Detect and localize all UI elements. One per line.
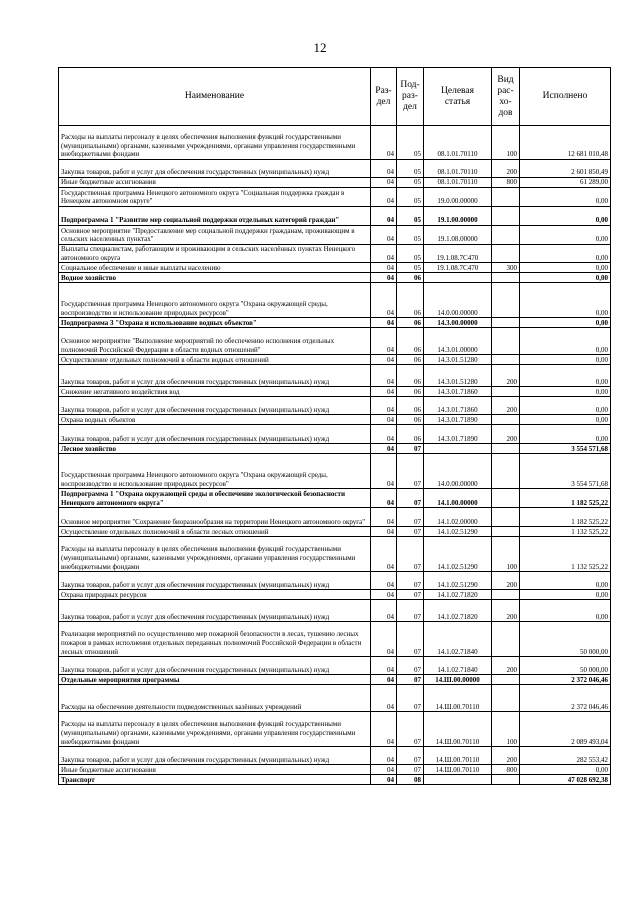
row-done-cell: 0,00 (520, 226, 611, 245)
row-subsection-cell: 07 (397, 508, 424, 527)
row-name-cell: Государственная программа Ненецкого автономного округа "Охрана окружающей среды, воспроизводство и использование природных ресурсов" (59, 283, 371, 318)
row-name-cell: Государственная программа Ненецкого автономного округа "Охрана окружающей среды, воспроизводство и использование природных ресурсов" (59, 454, 371, 489)
table-row (59, 355, 611, 365)
table-row (59, 415, 611, 425)
row-article-cell: 19.1.08.7С470 (424, 263, 492, 273)
row-section-cell: 04 (371, 328, 397, 355)
row-done-cell: 61 289,00 (520, 178, 611, 188)
table-row (59, 318, 611, 328)
row-name-cell: Водное хозяйство (59, 273, 371, 283)
row-subsection-cell: 07 (397, 454, 424, 489)
row-done-cell: 0,00 (520, 207, 611, 226)
header-done: Исполнено (520, 68, 611, 126)
row-name-cell: Реализация мероприятий по осуществлению мер пожарной безопасности в лесах, тушению лесных пожаров в рамках исполнения отдельных переданных полномочий Российской Федерации в области лесных отношений (59, 622, 371, 657)
row-done-cell: 0,00 (520, 273, 611, 283)
table-header-row (59, 68, 611, 126)
row-subsection-cell: 07 (397, 685, 424, 712)
row-section-cell: 04 (371, 712, 397, 747)
row-done-cell: 1 132 525,22 (520, 527, 611, 537)
row-kind-cell: 300 (492, 263, 520, 273)
row-name-cell: Подпрограмма 3 "Охрана и использование водных объектов" (59, 318, 371, 328)
row-kind-cell (492, 622, 520, 657)
row-subsection-cell: 06 (397, 273, 424, 283)
table-row (59, 188, 611, 207)
row-article-cell: 14.0.00.00000 (424, 454, 492, 489)
row-name-cell: Охрана природных ресурсов (59, 590, 371, 600)
row-article-cell: 14.3.00.00000 (424, 318, 492, 328)
row-article-cell: 19.0.00.00000 (424, 188, 492, 207)
row-subsection-cell: 05 (397, 207, 424, 226)
row-section-cell: 04 (371, 454, 397, 489)
row-done-cell: 2 372 046,46 (520, 685, 611, 712)
row-done-cell: 0,00 (520, 355, 611, 365)
table-row (59, 365, 611, 387)
row-section-cell: 04 (371, 226, 397, 245)
row-article-cell: 08.1.01.70110 (424, 160, 492, 178)
row-subsection-cell: 06 (397, 425, 424, 444)
row-done-cell: 0,00 (520, 590, 611, 600)
table-row (59, 263, 611, 273)
row-subsection-cell: 05 (397, 126, 424, 160)
row-kind-cell: 200 (492, 600, 520, 622)
row-article-cell: 19.1.08.00000 (424, 226, 492, 245)
row-subsection-cell: 06 (397, 387, 424, 397)
row-done-cell: 50 000,00 (520, 657, 611, 675)
row-section-cell: 04 (371, 622, 397, 657)
row-article-cell: 14.1.02.51290 (424, 572, 492, 590)
row-kind-cell: 200 (492, 365, 520, 387)
row-article-cell (424, 775, 492, 785)
row-subsection-cell: 06 (397, 397, 424, 415)
row-name-cell: Расходы на обеспечение деятельности подведомственных казённых учреждений (59, 685, 371, 712)
row-section-cell: 04 (371, 126, 397, 160)
row-section-cell: 04 (371, 537, 397, 572)
table-row (59, 712, 611, 747)
row-name-cell: Государственная программа Ненецкого автономного округа "Социальная поддержка граждан в Ненецком автономном округе" (59, 188, 371, 207)
row-article-cell: 14.1.00.00000 (424, 489, 492, 508)
row-subsection-cell: 07 (397, 444, 424, 454)
row-kind-cell (492, 188, 520, 207)
row-article-cell: 14.Ш.00.70110 (424, 712, 492, 747)
row-done-cell: 12 681 010,48 (520, 126, 611, 160)
row-article-cell (424, 444, 492, 454)
row-kind-cell (492, 527, 520, 537)
row-kind-cell (492, 328, 520, 355)
row-article-cell: 14.3.01.51280 (424, 365, 492, 387)
row-kind-cell (492, 273, 520, 283)
row-article-cell: 08.1.01.70110 (424, 178, 492, 188)
row-section-cell: 04 (371, 489, 397, 508)
row-name-cell: Подпрограмма 1 "Охрана окружающей среды и обеспечение экологической безопасности Ненецкого автономного округа" (59, 489, 371, 508)
table-row (59, 387, 611, 397)
row-article-cell: 14.3.01.71890 (424, 415, 492, 425)
row-article-cell: 14.3.01.00000 (424, 328, 492, 355)
row-subsection-cell: 07 (397, 489, 424, 508)
row-section-cell: 04 (371, 188, 397, 207)
row-kind-cell: 100 (492, 126, 520, 160)
row-section-cell: 04 (371, 160, 397, 178)
table-row (59, 572, 611, 590)
row-subsection-cell: 07 (397, 572, 424, 590)
row-kind-cell (492, 675, 520, 685)
row-article-cell: 14.Ш.00.00000 (424, 675, 492, 685)
row-subsection-cell: 06 (397, 355, 424, 365)
row-section-cell: 04 (371, 415, 397, 425)
row-article-cell: 08.1.01.70110 (424, 126, 492, 160)
table-row (59, 207, 611, 226)
header-section: Раз- дел (371, 68, 397, 126)
table-row (59, 775, 611, 785)
header-article: Целевая статья (424, 68, 492, 126)
row-name-cell: Основное мероприятие "Выполнение мероприятий по обеспечению исполнения отдельных полномочий Российской Федерации в области водных отношений" (59, 328, 371, 355)
row-done-cell: 0,00 (520, 425, 611, 444)
row-kind-cell: 100 (492, 537, 520, 572)
row-section-cell: 04 (371, 387, 397, 397)
row-subsection-cell: 08 (397, 775, 424, 785)
table-row (59, 397, 611, 415)
row-subsection-cell: 05 (397, 226, 424, 245)
row-kind-cell (492, 318, 520, 328)
row-done-cell: 1 182 525,22 (520, 489, 611, 508)
row-subsection-cell: 07 (397, 765, 424, 775)
row-subsection-cell: 07 (397, 622, 424, 657)
row-subsection-cell: 07 (397, 537, 424, 572)
row-article-cell: 19.1.08.7С470 (424, 245, 492, 263)
row-done-cell: 1 132 525,22 (520, 537, 611, 572)
row-subsection-cell: 06 (397, 328, 424, 355)
row-done-cell: 1 182 525,22 (520, 508, 611, 527)
table-row (59, 178, 611, 188)
row-name-cell: Социальное обеспечение и иные выплаты населению (59, 263, 371, 273)
row-subsection-cell: 06 (397, 283, 424, 318)
row-article-cell: 19.1.00.00000 (424, 207, 492, 226)
row-kind-cell (492, 590, 520, 600)
row-done-cell: 0,00 (520, 328, 611, 355)
row-name-cell: Основное мероприятие "Предоставление мер социальной поддержки гражданам, проживающим в сельских населенных пунктах" (59, 226, 371, 245)
table-row (59, 527, 611, 537)
row-article-cell: 14.1.02.71840 (424, 657, 492, 675)
table-row (59, 454, 611, 489)
row-name-cell: Закупка товаров, работ и услуг для обеспечения государственных (муниципальных) нужд (59, 747, 371, 765)
table-row (59, 489, 611, 508)
row-subsection-cell: 06 (397, 365, 424, 387)
header-kind: Вид рас- хо- дов (492, 68, 520, 126)
row-done-cell: 0,00 (520, 387, 611, 397)
table-row (59, 600, 611, 622)
table-row (59, 425, 611, 444)
row-article-cell: 14.3.01.51280 (424, 355, 492, 365)
table-row (59, 226, 611, 245)
row-done-cell: 0,00 (520, 318, 611, 328)
row-section-cell: 04 (371, 657, 397, 675)
table-row (59, 685, 611, 712)
row-done-cell: 2 089 493,04 (520, 712, 611, 747)
row-article-cell: 14.Ш.00.70110 (424, 685, 492, 712)
row-name-cell: Закупка товаров, работ и услуг для обеспечения государственных (муниципальных) нужд (59, 365, 371, 387)
row-section-cell: 04 (371, 263, 397, 273)
row-article-cell: 14.3.01.71860 (424, 397, 492, 415)
row-name-cell: Закупка товаров, работ и услуг для обеспечения государственных (муниципальных) нужд (59, 657, 371, 675)
row-name-cell: Закупка товаров, работ и услуг для обеспечения государственных (муниципальных) нужд (59, 572, 371, 590)
row-section-cell: 04 (371, 590, 397, 600)
row-kind-cell (492, 685, 520, 712)
row-done-cell: 0,00 (520, 572, 611, 590)
row-name-cell: Основное мероприятие "Сохранение биоразнообразия на территории Ненецкого автономного округа" (59, 508, 371, 527)
row-done-cell: 0,00 (520, 283, 611, 318)
row-kind-cell: 200 (492, 572, 520, 590)
table-row (59, 126, 611, 160)
table-row (59, 765, 611, 775)
row-subsection-cell: 07 (397, 675, 424, 685)
table-row (59, 444, 611, 454)
row-done-cell: 47 028 692,38 (520, 775, 611, 785)
row-name-cell: Расходы на выплаты персоналу в целях обеспечения выполнения функций государственными (муниципальными) органами, казенными учреждениями, органами управления государственными внебюджетными фондами (59, 537, 371, 572)
row-article-cell: 14.1.02.51290 (424, 527, 492, 537)
row-name-cell: Транспорт (59, 775, 371, 785)
row-section-cell: 04 (371, 675, 397, 685)
header-subsection: Под- раз- дел (397, 68, 424, 126)
row-name-cell: Иные бюджетные ассигнования (59, 178, 371, 188)
row-section-cell: 04 (371, 207, 397, 226)
row-name-cell: Лесное хозяйство (59, 444, 371, 454)
row-name-cell: Осуществление отдельных полномочий в области водных отношений (59, 355, 371, 365)
row-done-cell: 0,00 (520, 397, 611, 415)
row-subsection-cell: 06 (397, 318, 424, 328)
row-kind-cell: 100 (492, 712, 520, 747)
row-name-cell: Закупка товаров, работ и услуг для обеспечения государственных (муниципальных) нужд (59, 600, 371, 622)
table-row (59, 590, 611, 600)
header-name: Наименование (59, 68, 371, 126)
row-article-cell (424, 273, 492, 283)
row-section-cell: 04 (371, 273, 397, 283)
row-done-cell: 3 554 571,68 (520, 454, 611, 489)
table-row (59, 283, 611, 318)
row-done-cell: 0,00 (520, 365, 611, 387)
table-row (59, 747, 611, 765)
row-article-cell: 14.1.02.71820 (424, 600, 492, 622)
row-name-cell: Закупка товаров, работ и услуг для обеспечения государственных (муниципальных) нужд (59, 397, 371, 415)
budget-table (58, 67, 611, 785)
row-kind-cell (492, 415, 520, 425)
table-row (59, 508, 611, 527)
row-subsection-cell: 07 (397, 527, 424, 537)
row-kind-cell (492, 444, 520, 454)
row-article-cell: 14.0.00.00000 (424, 283, 492, 318)
row-name-cell: Снижение негативного воздействия вод (59, 387, 371, 397)
row-subsection-cell: 07 (397, 600, 424, 622)
table-row (59, 537, 611, 572)
row-name-cell: Охрана водных объектов (59, 415, 371, 425)
row-section-cell: 04 (371, 365, 397, 387)
row-name-cell: Иные бюджетные ассигнования (59, 765, 371, 775)
row-kind-cell (492, 508, 520, 527)
row-section-cell: 04 (371, 508, 397, 527)
row-section-cell: 04 (371, 397, 397, 415)
row-name-cell: Отдельные мероприятия программы (59, 675, 371, 685)
table-row (59, 245, 611, 263)
row-done-cell: 2 372 046,46 (520, 675, 611, 685)
row-name-cell: Подпрограмма 1 "Развитие мер социальной поддержки отдельных категорий граждан" (59, 207, 371, 226)
row-done-cell: 282 553,42 (520, 747, 611, 765)
row-section-cell: 04 (371, 765, 397, 775)
row-kind-cell (492, 355, 520, 365)
row-section-cell: 04 (371, 245, 397, 263)
row-section-cell: 04 (371, 425, 397, 444)
row-article-cell: 14.1.02.51290 (424, 537, 492, 572)
row-article-cell: 14.3.01.71860 (424, 387, 492, 397)
row-section-cell: 04 (371, 178, 397, 188)
row-kind-cell (492, 387, 520, 397)
row-article-cell: 14.1.02.71820 (424, 590, 492, 600)
row-kind-cell: 800 (492, 765, 520, 775)
row-done-cell: 0,00 (520, 415, 611, 425)
row-done-cell: 50 000,00 (520, 622, 611, 657)
row-kind-cell (492, 454, 520, 489)
row-kind-cell (492, 489, 520, 508)
row-section-cell: 04 (371, 444, 397, 454)
row-subsection-cell: 05 (397, 178, 424, 188)
row-done-cell: 0,00 (520, 263, 611, 273)
row-section-cell: 04 (371, 355, 397, 365)
row-kind-cell: 200 (492, 657, 520, 675)
row-name-cell: Выплаты специалистам, работающим и проживающим в сельских населённых пунктах Ненецкого автономного округа (59, 245, 371, 263)
row-subsection-cell: 05 (397, 245, 424, 263)
table-row (59, 622, 611, 657)
row-section-cell: 04 (371, 527, 397, 537)
row-subsection-cell: 07 (397, 590, 424, 600)
row-kind-cell (492, 207, 520, 226)
row-done-cell: 0,00 (520, 245, 611, 263)
table-row (59, 273, 611, 283)
row-section-cell: 04 (371, 747, 397, 765)
row-done-cell: 0,00 (520, 188, 611, 207)
row-done-cell: 3 554 571,68 (520, 444, 611, 454)
row-name-cell: Расходы на выплаты персоналу в целях обеспечения выполнения функций государственными (муниципальными) органами, казенными учреждениями, органами управления государственными внебюджетными фондами (59, 712, 371, 747)
row-subsection-cell: 05 (397, 263, 424, 273)
row-subsection-cell: 05 (397, 160, 424, 178)
row-kind-cell (492, 775, 520, 785)
row-subsection-cell: 07 (397, 747, 424, 765)
row-kind-cell (492, 245, 520, 263)
table-row (59, 160, 611, 178)
row-subsection-cell: 05 (397, 188, 424, 207)
row-done-cell: 0,00 (520, 600, 611, 622)
table-row (59, 328, 611, 355)
row-section-cell: 04 (371, 775, 397, 785)
row-name-cell: Осуществление отдельных полномочий в области лесных отношений (59, 527, 371, 537)
row-kind-cell: 800 (492, 178, 520, 188)
row-name-cell: Закупка товаров, работ и услуг для обеспечения государственных (муниципальных) нужд (59, 160, 371, 178)
row-article-cell: 14.Ш.00.70110 (424, 747, 492, 765)
row-subsection-cell: 07 (397, 712, 424, 747)
table-row (59, 675, 611, 685)
row-done-cell: 2 601 850,49 (520, 160, 611, 178)
row-subsection-cell: 07 (397, 657, 424, 675)
row-name-cell: Закупка товаров, работ и услуг для обеспечения государственных (муниципальных) нужд (59, 425, 371, 444)
table-row (59, 657, 611, 675)
row-kind-cell: 200 (492, 747, 520, 765)
row-article-cell: 14.3.01.71890 (424, 425, 492, 444)
page-number: 12 (313, 40, 327, 55)
row-article-cell: 14.1.02.71840 (424, 622, 492, 657)
row-section-cell: 04 (371, 685, 397, 712)
row-article-cell: 14.1.02.00000 (424, 508, 492, 527)
row-section-cell: 04 (371, 283, 397, 318)
row-kind-cell: 200 (492, 425, 520, 444)
row-name-cell: Расходы на выплаты персоналу в целях обеспечения выполнения функций государственными (муниципальными) органами, казенными учреждениями, органами управления государственными внебюджетными фондами (59, 126, 371, 160)
row-section-cell: 04 (371, 572, 397, 590)
row-subsection-cell: 06 (397, 415, 424, 425)
row-article-cell: 14.Ш.00.70110 (424, 765, 492, 775)
row-kind-cell: 200 (492, 160, 520, 178)
row-kind-cell (492, 283, 520, 318)
row-done-cell: 0,00 (520, 765, 611, 775)
row-section-cell: 04 (371, 318, 397, 328)
row-kind-cell: 200 (492, 397, 520, 415)
row-section-cell: 04 (371, 600, 397, 622)
row-kind-cell (492, 226, 520, 245)
